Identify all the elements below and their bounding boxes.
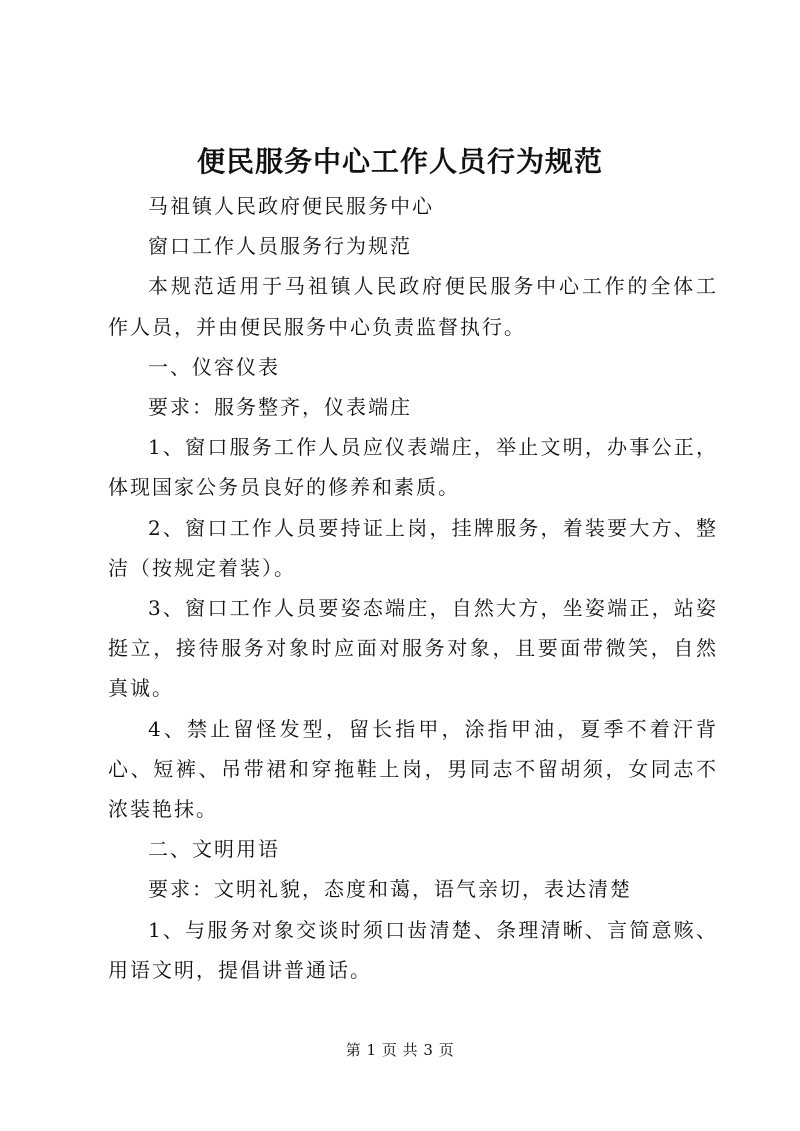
- paragraph-item-4: 4、禁止留怪发型，留长指甲，涂指甲油，夏季不着汗背心、短裤、吊带裙和穿拖鞋上岗，男同志不留胡须，女同志不浓装艳抹。: [108, 716, 718, 822]
- paragraph-requirement-appearance: 要求：服务整齐，仪表端庄: [148, 395, 412, 420]
- paragraph-item-1: 1、窗口服务工作人员应仪表端庄，举止文明，办事公正，体现国家公务员良好的修养和素质。: [108, 435, 718, 500]
- section-heading-appearance: 一、仪容仪表: [148, 354, 280, 379]
- paragraph-organization: 马祖镇人民政府便民服务中心: [148, 194, 434, 218]
- page-footer: 第 1 页 共 3 页: [345, 1041, 455, 1059]
- paragraph-scope: 本规范适用于马祖镇人民政府便民服务中心工作的全体工作人员，并由便民服务中心负责监督执行。: [108, 274, 718, 339]
- document-title: 便民服务中心工作人员行为规范: [196, 145, 603, 178]
- paragraph-item-3: 3、窗口工作人员要姿态端庄，自然大方，坐姿端正，站姿挺立，接待服务对象时应面对服务对象，且要面带微笑，自然真诚。: [108, 596, 718, 701]
- paragraph-requirement-language: 要求：文明礼貌，态度和蔼，语气亲切，表达清楚: [148, 877, 632, 902]
- paragraph-item-2: 2、窗口工作人员要持证上岗，挂牌服务，着装要大方、整洁（按规定着装）。: [108, 515, 718, 580]
- section-heading-language: 二、文明用语: [148, 837, 280, 862]
- paragraph-subtitle: 窗口工作人员服务行为规范: [148, 234, 412, 259]
- paragraph-language-item-1: 1、与服务对象交谈时须口齿清楚、条理清晰、言简意赅、用语文明，提倡讲普通话。: [108, 917, 718, 982]
- document-body: [108, 186, 718, 990]
